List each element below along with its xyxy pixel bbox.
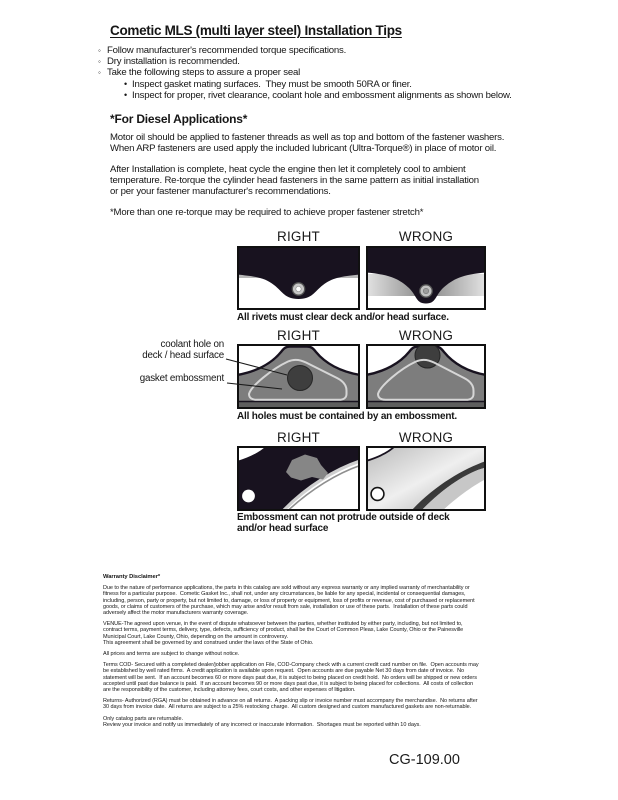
coolant-hole-annotation <box>96 340 224 362</box>
list-item <box>98 56 512 67</box>
section-heading: *For Diesel Applications* <box>110 112 248 126</box>
diagram-rivet-wrong <box>366 246 486 310</box>
diesel-section <box>110 114 504 218</box>
list-item-text: Dry installation is recommended. <box>107 56 240 68</box>
text-line: fitness for a particular purpose. Cometic Gasket Inc., shall not, under any circumstances, be liable for any special, incidental or consequential damages, <box>103 591 466 598</box>
diagram-embossment-wrong <box>366 344 486 409</box>
text-line: contract terms, payment terms, delivery, type, defects, sufficiency of product, shall be the Court of Common Pleas, Lake County, Ohio or the Painesville <box>103 627 464 634</box>
bolt-hole <box>242 490 255 503</box>
diagram-deck-wrong <box>366 446 486 511</box>
text-line: or per your fastener manufacturer's recommendations. <box>110 186 331 197</box>
text-line: statement will be sent. If an account becomes 60 or more days past due, it is subject to being placed on credit hold. No orders will be shipped or new orders <box>103 674 477 681</box>
text-line: Review your invoice and notify us immediately of any incorrect or inaccurate information. Shortages must be reported within 10 days. <box>103 721 421 728</box>
circle-bullet-icon: ◦ <box>98 68 101 78</box>
list-item-text: Take the following steps to assure a proper seal <box>107 67 301 79</box>
text-line: Terms COD- Secured with a completed dealer/jobber application on File, COD-Company check with a current credit card number on file. Open accounts may <box>103 662 479 669</box>
paragraph <box>110 164 504 197</box>
list-item <box>98 45 512 56</box>
wrong-label: WRONG <box>398 229 454 244</box>
text-line: adversely affect the motor manufacturers warranty coverage. <box>103 610 249 617</box>
wrong-label: WRONG <box>398 328 454 343</box>
coolant-hole <box>288 366 313 391</box>
dot-bullet-icon: • <box>124 89 127 100</box>
retorque-note: *More than one re-torque may be required to achieve proper fastener stretch* <box>110 207 424 218</box>
rivet-center <box>423 288 428 293</box>
text-line: Returns- Authorized (RGA) must be obtained in advance on all returns. A packing slip or invoice number must accompany the merchandise. No returns after <box>103 698 478 705</box>
paragraph <box>103 716 521 728</box>
text-line: When ARP fasteners are used apply the included lubricant (Ultra-Torque®) in place of motor oil. <box>110 143 497 154</box>
list-item-text: Inspect for proper, rivet clearance, coolant hole and embossment alignments as shown below. <box>132 89 512 101</box>
text-line: All prices and terms are subject to change without notice. <box>103 651 240 658</box>
paragraph <box>103 585 521 616</box>
text-line: Only catalog parts are returnable. <box>103 715 183 722</box>
installation-tips-list <box>98 45 512 101</box>
circle-bullet-icon: ◦ <box>98 57 101 67</box>
text-line: temperature. Re-torque the cylinder head fasteners in the same pattern as initial installation <box>110 175 479 186</box>
caption-line: Embossment can not protrude outside of deck <box>237 512 450 523</box>
text-line: be established by well rated firms. A credit application is available upon request. Open accounts are due payable Net 30 days from date of invoice. No <box>103 668 465 675</box>
diagram-embossment-right <box>237 344 360 409</box>
sub-list-item <box>124 79 512 90</box>
diagram-deck-right <box>237 446 360 511</box>
caption-line: and/or head surface <box>237 523 329 534</box>
text-line: After Installation is complete, heat cycle the engine then let it completely cool to ambient <box>110 164 466 175</box>
text-line: are the responsibility of the customer, including attorney fees, court costs, and other expenses of litigation. <box>103 687 356 694</box>
text-line: VENUE-The agreed upon venue, in the event of dispute whatsoever between the parties, whether instituted by either party, including, but not limited to, <box>103 621 463 628</box>
dot-bullet-icon: • <box>124 78 127 89</box>
text-line: including, person, party or property, but not limited to, damage, or loss of property or equipment, loss of profits or revenue, cost of purchased or replacement <box>103 597 475 604</box>
paragraph <box>103 698 521 710</box>
text-line: Motor oil should be applied to fastener threads as well as top and bottom of the fastener washers. <box>110 132 505 143</box>
list-item-text: Follow manufacturer's recommended torque specifications. <box>107 45 347 56</box>
paragraph <box>103 621 521 646</box>
warranty-heading: Warranty Disclaimer* <box>103 574 161 580</box>
text-line: Due to the nature of performance applications, the parts in this catalog are sold without any express warranty or any implied warranty of merchantability or <box>103 585 470 592</box>
wrong-label: WRONG <box>398 430 454 445</box>
diagram-caption: All holes must be contained by an embossment. <box>237 411 457 422</box>
annotation-text: deck / head surface <box>142 349 224 361</box>
diagram-caption: All rivets must clear deck and/or head surface. <box>237 312 449 323</box>
text-line: This agreement shall be governed by and construed under the laws of the State of Ohio. <box>103 639 314 646</box>
page-code: CG-109.00 <box>389 752 460 768</box>
bolt-hole <box>371 488 384 501</box>
text-line: goods, or claims of customers of the purchase, which may arise and/or result from sale, installation or use of these parts. Installation of these parts could <box>103 603 468 610</box>
right-label: RIGHT <box>277 328 320 343</box>
paragraph <box>110 132 504 154</box>
diagram-rivet-right <box>237 246 360 310</box>
annotation-text: coolant hole on <box>160 339 224 350</box>
list-item <box>98 67 512 78</box>
paragraph <box>103 662 521 693</box>
paragraph <box>103 651 521 657</box>
diagram-caption <box>237 512 477 534</box>
page-title: Cometic MLS (multi layer steel) Installation Tips <box>110 23 402 38</box>
sub-list-item <box>124 90 512 101</box>
text-line: accepted until past due balance is paid. If an account becomes 90 or more days past due, it is subject to being placed for collections. All costs of collection <box>103 680 474 687</box>
rivet-center <box>296 286 301 291</box>
annotation-text: gasket embossment <box>139 373 224 384</box>
right-label: RIGHT <box>277 229 320 244</box>
text-line: Municipal Court, Lake County, Ohio, depending on the amount in controversy. <box>103 633 288 640</box>
text-line: 30 days from invoice date. All returns are subject to a 25% restocking charge. All custom designed and custom manufactured gaskets are non-returnable. <box>103 704 472 711</box>
right-label: RIGHT <box>277 430 320 445</box>
circle-bullet-icon: ◦ <box>98 46 101 55</box>
warranty-disclaimer <box>103 574 521 733</box>
gasket-embossment-annotation <box>96 374 224 385</box>
list-item-text: Inspect gasket mating surfaces. They must be smooth 50RA or finer. <box>132 78 412 90</box>
